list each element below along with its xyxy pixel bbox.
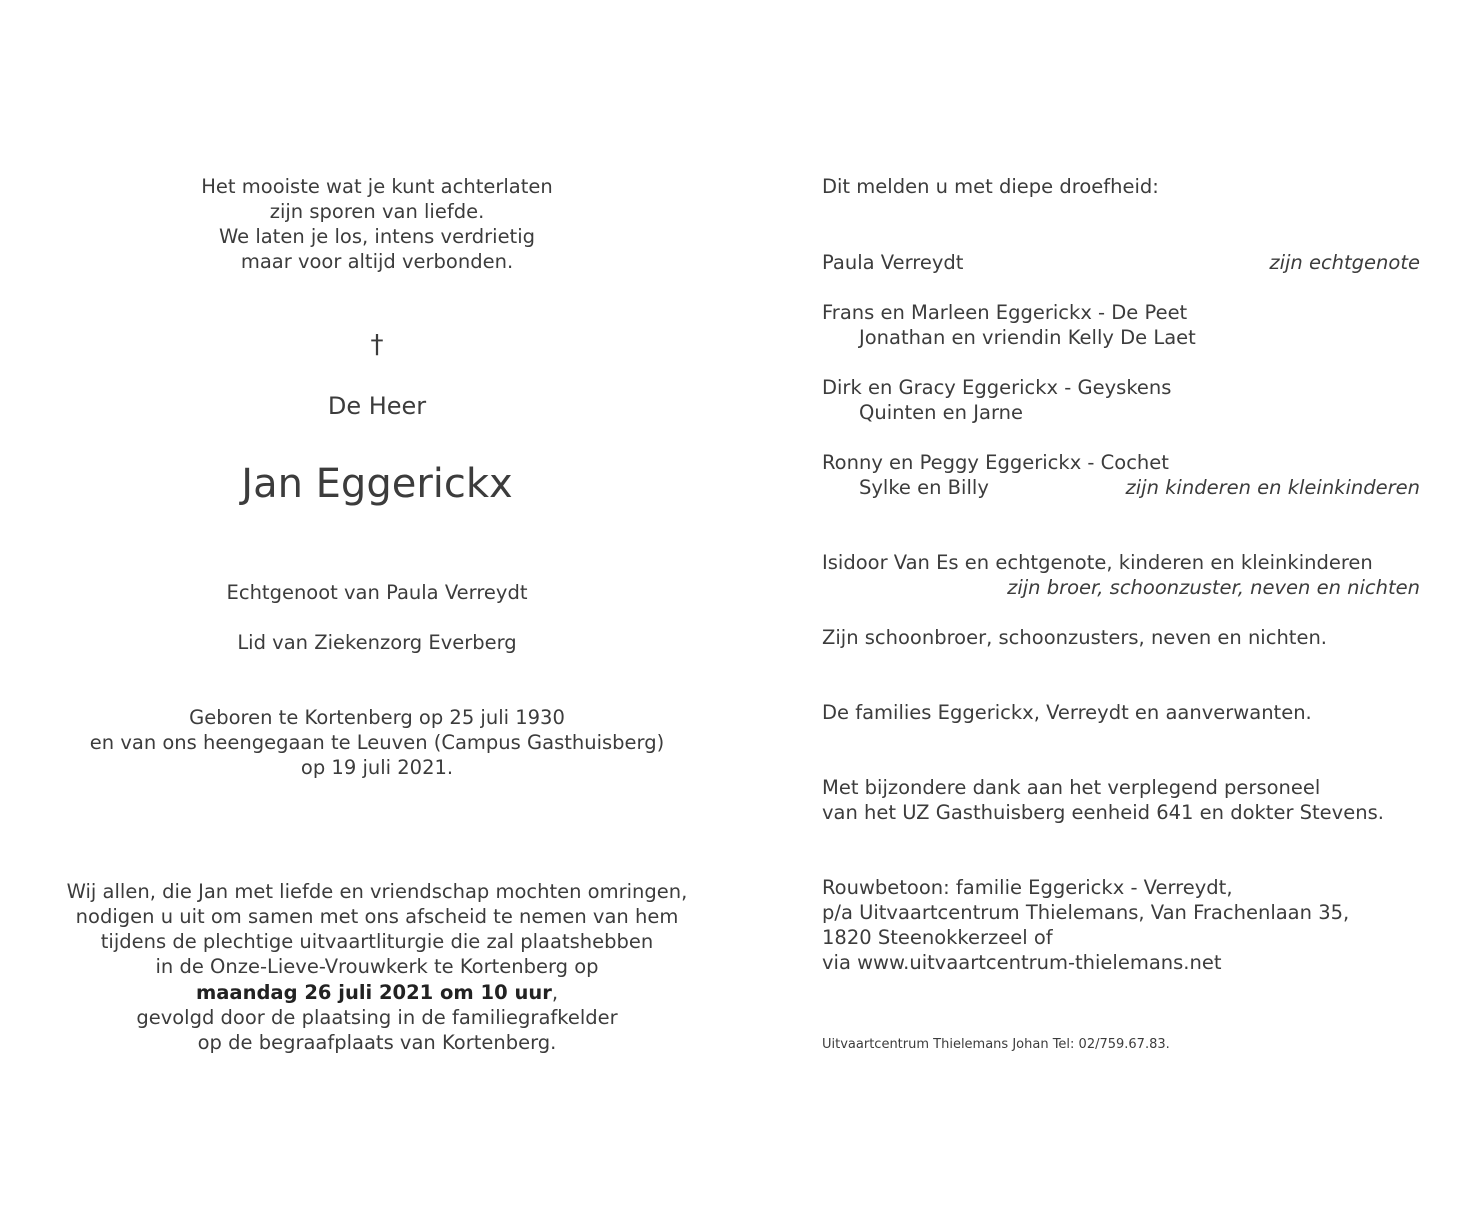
thanks-line: Met bijzondere dank aan het verplegend personeel: [822, 776, 1321, 799]
invitation-line: tijdens de plechtige uitvaartliturgie die zal plaatshebben: [100, 930, 654, 953]
poem-line: zijn sporen van liefde.: [269, 200, 485, 223]
birth-death-line: Geboren te Kortenberg op 25 juli 1930: [189, 706, 565, 729]
funeral-home-footer: Uitvaartcentrum Thielemans Johan Tel: 02/759.67.83.: [822, 1037, 1170, 1052]
families-line: De families Eggerickx, Verreydt en aanverwanten.: [822, 701, 1312, 724]
thanks-line: van het UZ Gasthuisberg eenheid 641 en dokter Stevens.: [822, 801, 1384, 824]
spouse-line: Echtgenoot van Paula Verreydt: [226, 581, 528, 604]
announcement-intro: Dit melden u met diepe droefheid:: [822, 175, 1159, 198]
burial-line: op de begraafplaats van Kortenberg.: [197, 1031, 557, 1054]
grandchildren-line: Sylke en Billy: [859, 476, 989, 499]
invitation-line: Wij allen, die Jan met liefde en vriendschap mochten omringen,: [66, 880, 688, 903]
cross-icon: †: [370, 330, 384, 360]
in-laws-line: Zijn schoonbroer, schoonzusters, neven en nichten.: [822, 626, 1328, 649]
brother-relation: zijn broer, schoonzuster, neven en nichten: [1007, 576, 1420, 599]
birth-death-line: op 19 juli 2021.: [300, 756, 454, 779]
wife-name: Paula Verreydt: [822, 251, 964, 274]
member-line: Lid van Ziekenzorg Everberg: [237, 631, 517, 654]
burial-line: gevolgd door de plaatsing in de familiegrafkelder: [136, 1006, 618, 1029]
birth-death-line: en van ons heengegaan te Leuven (Campus Gasthuisberg): [89, 731, 665, 754]
poem-line: maar voor altijd verbonden.: [240, 250, 514, 273]
condolences-website-line: via www.uitvaartcentrum-thielemans.net: [822, 951, 1222, 974]
service-date: maandag 26 juli 2021 om 10 uur: [195, 981, 552, 1004]
invitation-line: in de Onze-Lieve-Vrouwkerk te Kortenberg op: [155, 955, 599, 978]
family-line: Dirk en Gracy Eggerickx - Geyskens: [822, 376, 1172, 399]
family-line: Frans en Marleen Eggerickx - De Peet: [822, 301, 1188, 324]
invitation-line: nodigen u uit om samen met ons afscheid te nemen van hem: [75, 905, 679, 928]
grandchildren-line: Jonathan en vriendin Kelly De Laet: [859, 326, 1196, 349]
grandchildren-line: Quinten en Jarne: [859, 401, 1023, 424]
deceased-name: Jan Eggerickx: [241, 461, 513, 507]
brother-line: Isidoor Van Es en echtgenote, kinderen en kleinkinderen: [822, 551, 1373, 574]
salutation: De Heer: [327, 392, 427, 420]
wife-relation: zijn echtgenote: [1269, 251, 1420, 274]
family-line: Ronny en Peggy Eggerickx - Cochet: [822, 451, 1169, 474]
condolences-line: p/a Uitvaartcentrum Thielemans, Van Frachenlaan 35,: [822, 901, 1350, 924]
service-date-suffix: ,: [551, 981, 559, 1004]
children-relation: zijn kinderen en kleinkinderen: [1125, 476, 1420, 499]
condolences-line: 1820 Steenokkerzeel of: [822, 926, 1053, 949]
poem-line: We laten je los, intens verdrietig: [218, 225, 536, 248]
condolences-line: Rouwbetoon: familie Eggerickx - Verreydt,: [822, 876, 1233, 899]
service-date-line: [196, 980, 558, 1005]
poem-line: Het mooiste wat je kunt achterlaten: [201, 175, 553, 198]
